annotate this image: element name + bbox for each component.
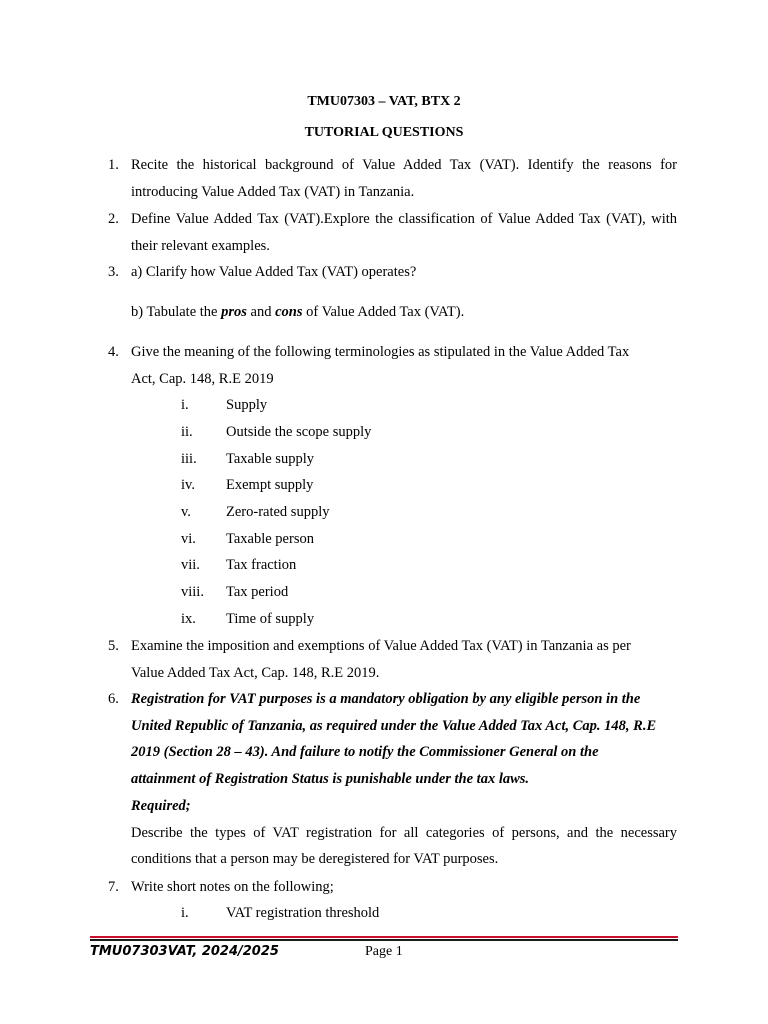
roman-numeral: ix. [181, 611, 196, 627]
pros-label: pros [221, 304, 247, 320]
roman-numeral: ii. [181, 424, 193, 440]
question-number: 3. [108, 264, 119, 280]
question-text: Give the meaning of the following terminologies as stipulated in the Value Added Tax Act, Cap. 148, R.E 2019 [131, 344, 630, 387]
term: Taxable person [226, 531, 314, 547]
question-number: 6. [108, 691, 119, 707]
question-4 [108, 339, 677, 392]
question-text: Examine the imposition and exemptions of Value Added Tax (VAT) in Tanzania as per Value Added Tax Act, Cap. 148, R.E 2019. [131, 638, 631, 681]
question-text: Define Value Added Tax (VAT).Explore the classification of Value Added Tax (VAT), with their relevant examples. [131, 211, 677, 254]
page-title: TUTORIAL QUESTIONS [304, 125, 464, 140]
question-1 [108, 152, 677, 205]
roman-numeral: i. [181, 397, 189, 413]
term: Time of supply [226, 611, 315, 627]
question-2 [108, 206, 677, 259]
term: Supply [226, 397, 268, 413]
question-3 [108, 259, 677, 286]
footer-course-label: TMU07303VAT, 2024/2025 [90, 944, 279, 959]
term: Exempt supply [226, 477, 314, 493]
footer-rule-red [90, 936, 678, 938]
question-text: Write short notes on the following; [131, 879, 334, 895]
question-number: 2. [108, 211, 119, 227]
roman-numeral: v. [181, 504, 191, 520]
part-b-and: and [246, 304, 276, 320]
term: Taxable supply [226, 451, 314, 467]
question-number: 4. [108, 344, 119, 360]
required-label: Required; [131, 797, 191, 814]
question-7 [108, 874, 677, 901]
roman-numeral: viii. [181, 584, 204, 600]
question-number: 7. [108, 879, 119, 895]
term: Zero-rated supply [226, 504, 330, 520]
roman-numeral: i. [181, 905, 189, 921]
question-3-part-b [108, 299, 677, 326]
question-text: Recite the historical background of Value Added Tax (VAT). Identify the reasons for introducing Value Added Tax (VAT) in Tanzania. [131, 157, 677, 200]
question-text: Describe the types of VAT registration for all categories of persons, and the necessary conditions that a person may be deregistered for VAT purposes. [131, 824, 677, 868]
question-statement: Registration for VAT purposes is a mandatory obligation by any eligible person in the United Republic of Tanzania, as required under the Value Added Tax Act, Cap. 148, R.E 2019 (Section 28 – 43). And failure to notify the Commissioner General on the attainment of Registration Status is punishable under the tax laws. [131, 691, 657, 788]
term: Outside the scope supply [226, 424, 372, 440]
roman-numeral: iv. [181, 477, 195, 493]
term: Tax period [226, 584, 289, 600]
question-number: 5. [108, 638, 119, 654]
part-b-suffix: of Value Added Tax (VAT). [302, 304, 465, 320]
cons-label: cons [275, 304, 303, 320]
roman-numeral: vi. [181, 531, 196, 547]
course-title: TMU07303 – VAT, BTX 2 [307, 94, 461, 109]
roman-numeral: vii. [181, 557, 200, 573]
question-number: 1. [108, 157, 119, 173]
question-5 [108, 633, 677, 686]
term: Tax fraction [226, 557, 297, 573]
footer-rule-dark [90, 939, 678, 941]
part-b-prefix: b) Tabulate the [131, 304, 222, 320]
term: VAT registration threshold [226, 905, 380, 921]
page-number: Page 1 [365, 944, 403, 959]
question-6 [108, 686, 677, 873]
question-part-a: a) Clarify how Value Added Tax (VAT) operates? [131, 264, 417, 280]
roman-numeral: iii. [181, 451, 197, 467]
